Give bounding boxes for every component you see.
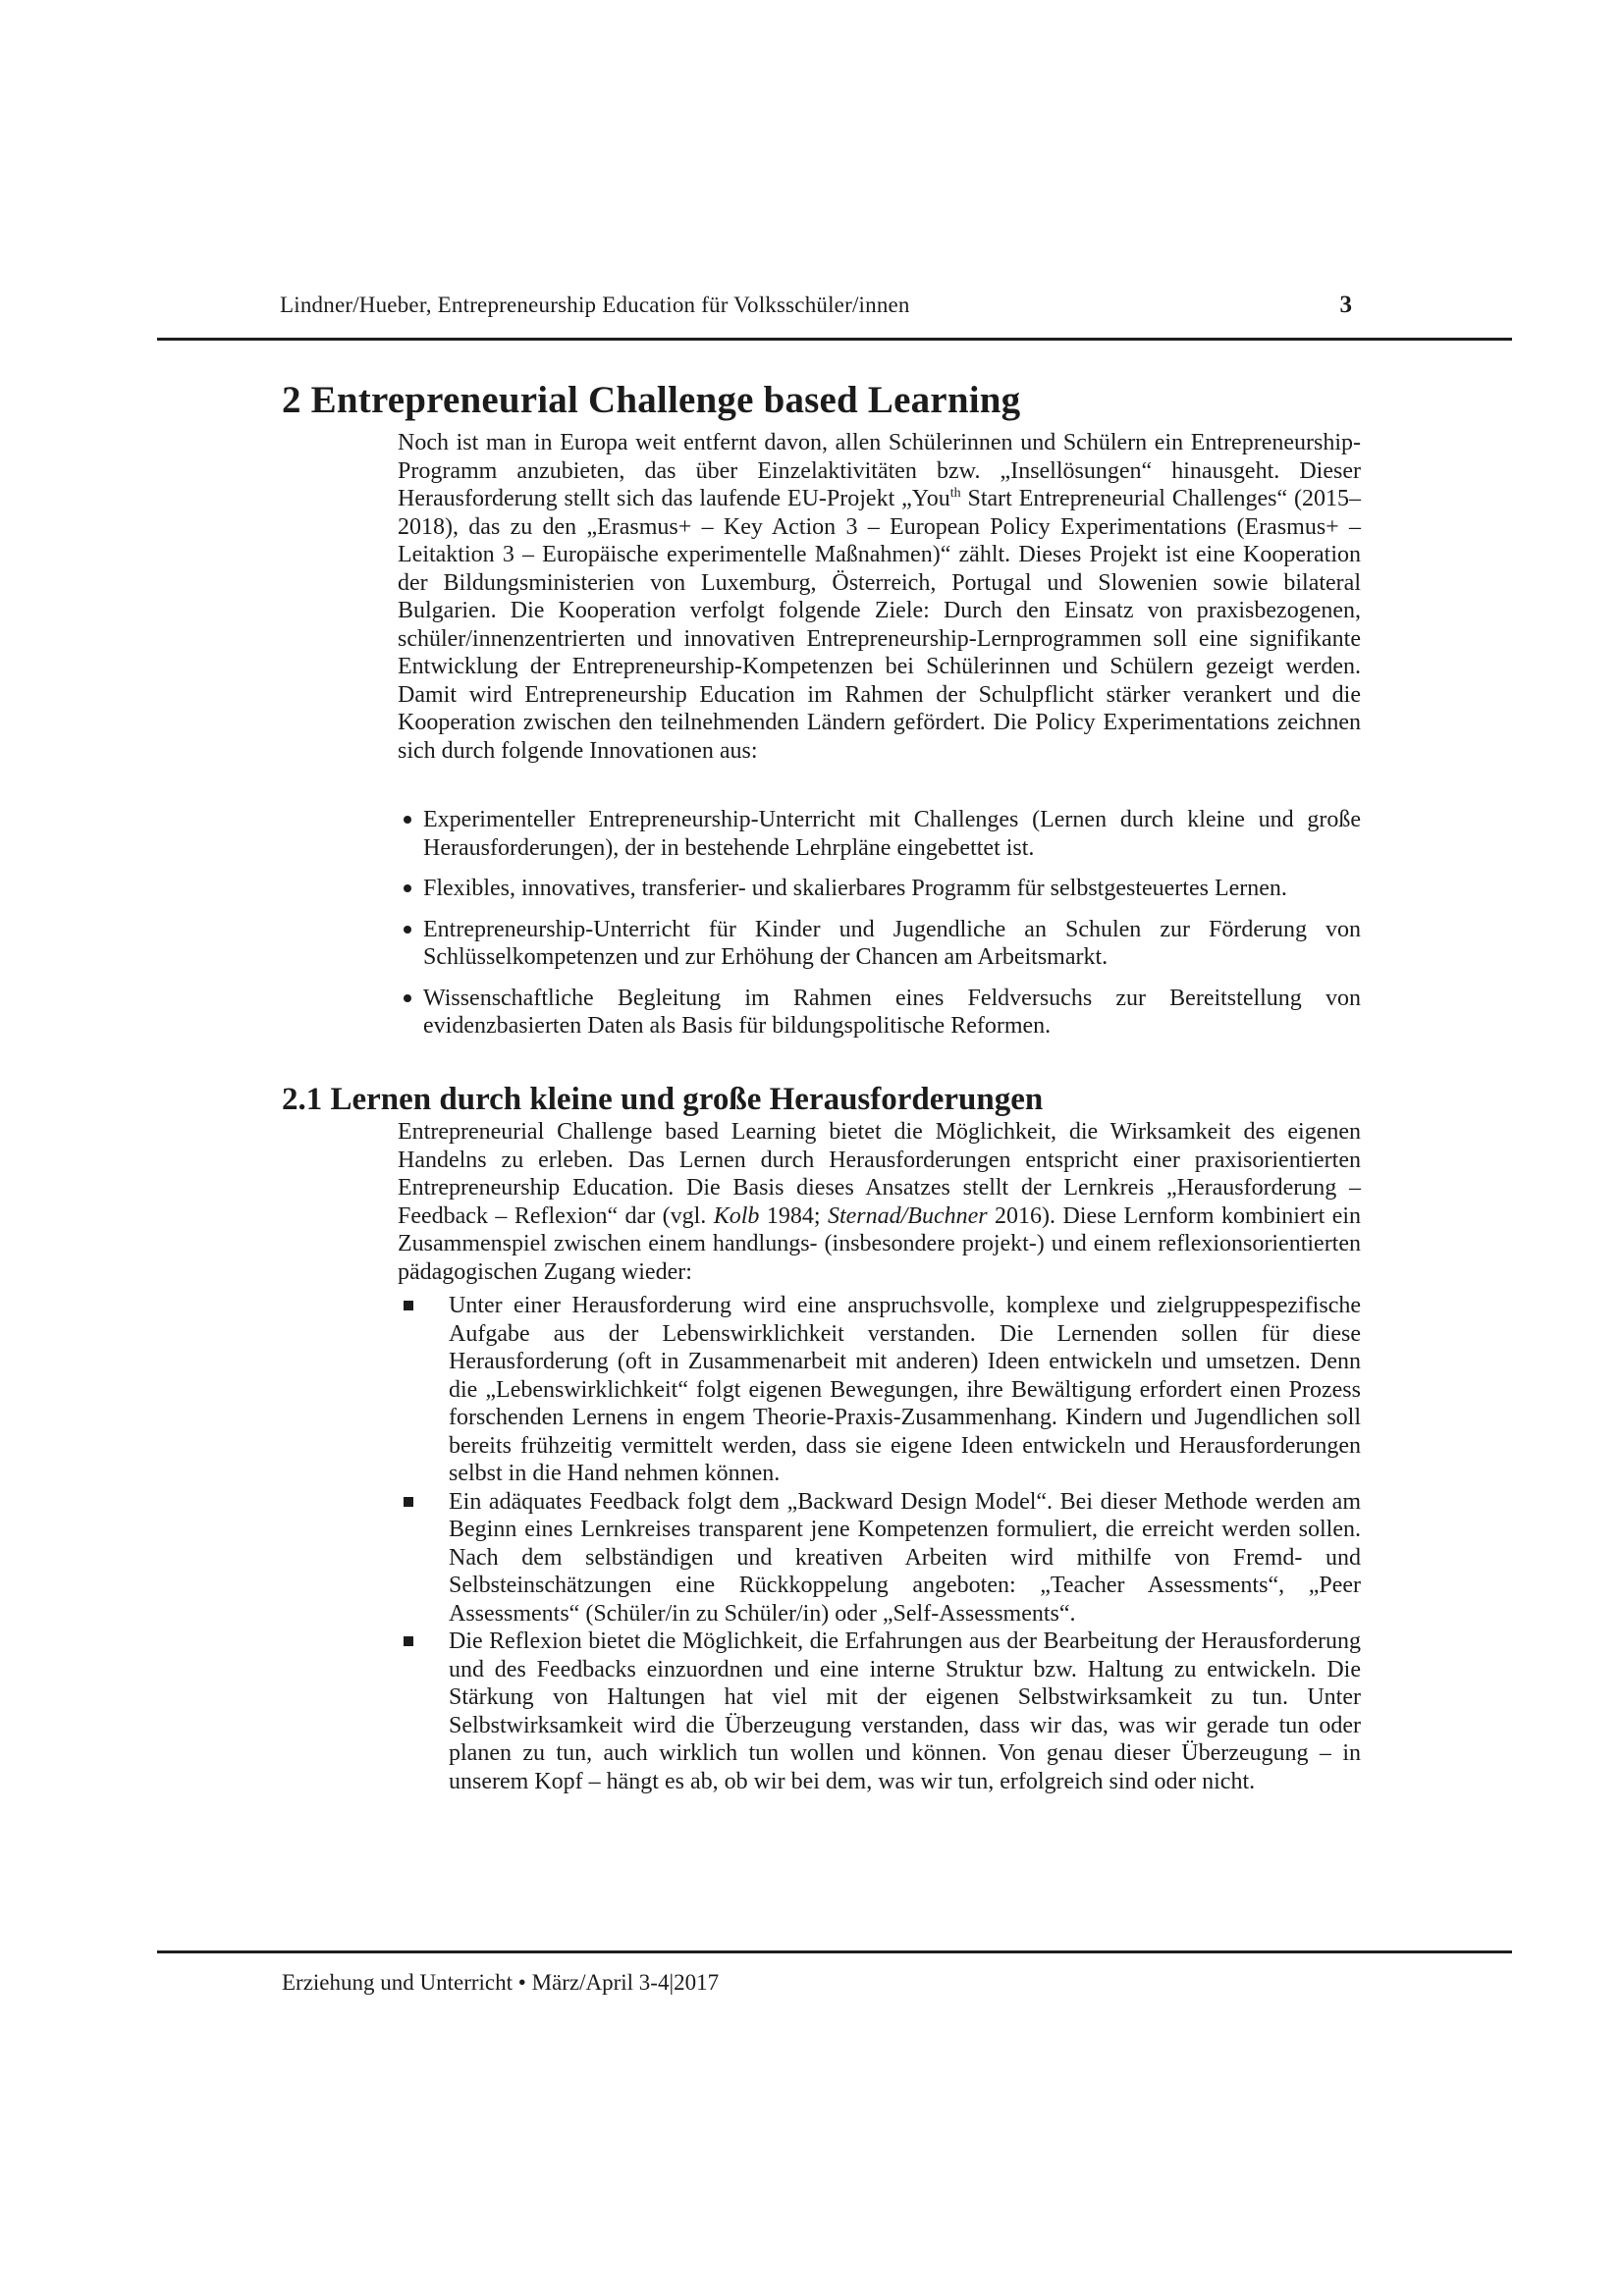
round-bullet-icon [398, 806, 423, 862]
list-item [398, 916, 1361, 972]
round-bullet-icon [398, 875, 423, 903]
list-item-text: Unter einer Herausforderung wird eine anspruchsvolle, komplexe und zielgruppespezifische Aufgabe aus der Lebenswirklichkeit verstanden. Die Lernenden sollen für diese Herausforderung (oft in Zusammenarbeit mit anderen) Ideen entwickeln und umsetzen. Denn die „Lebenswirklichkeit“ folgt eigenen Bewegungen, ihre Bewältigung erfordert einen Prozess forschenden Lernens in engem Theorie-Praxis-Zusammenhang. Kindern und Jugendlichen soll bereits frühzeitig vermittelt werden, dass sie eigene Ideen entwickeln und Herausforderungen selbst in die Hand nehmen können. [449, 1293, 1361, 1486]
list-item [398, 806, 1361, 862]
citation-kolb: Kolb [713, 1202, 760, 1229]
list-item [398, 875, 1361, 903]
header-rule [157, 338, 1512, 341]
list-item-text: Experimenteller Entrepreneurship-Unterricht mit Challenges (Lernen durch kleine und große Herausforderungen), der in bestehende Lehrpläne eingebettet ist. [423, 807, 1361, 861]
list-item [398, 985, 1361, 1041]
list-item-text: Entrepreneurship-Unterricht für Kinder und Jugendliche an Schulen zur Förderung von Schlüsselkompetenzen und zur Erhöhung der Chancen am Arbeitsmarkt. [423, 916, 1361, 970]
section-2-intro-paragraph [398, 429, 1361, 765]
round-bullet-icon [398, 985, 423, 1041]
list-item-text: Wissenschaftliche Begleitung im Rahmen eines Feldversuchs zur Bereitstellung von evidenzbasierten Daten als Basis für bildungspolitische Reformen. [423, 985, 1361, 1039]
paragraph-text: 2016). Diese Lernform kombiniert ein Zusammenspiel zwischen einem handlungs- (insbesondere projekt-) und einem reflexionsorientierten pädagogischen Zugang wieder: [398, 1202, 1362, 1285]
list-item [398, 1628, 1361, 1795]
footer-rule [157, 1950, 1512, 1953]
paragraph-text: 1984; [759, 1202, 828, 1229]
running-header [280, 292, 1352, 319]
intro-text-before-sup: Noch ist man in Europa weit entfernt davon, allen Schülerinnen und Schülern ein Entrepreneurship-Programm anzubieten, das über Einzelaktivitäten bzw. „Insellösungen“ hinausgeht. Dieser Herausforderung stellt sich das laufende EU-Projekt „You [398, 430, 1361, 511]
list-item [398, 1292, 1361, 1488]
paragraph-text: Entrepreneurial Challenge based Learning bietet die Möglichkeit, die Wirksamkeit des eigenen Handelns zu erleben. Das Lernen durch Herausforderungen entspricht einer praxisorientierten Entrepreneurship Education. Die Basis dieses Ansatzes stellt der Lernkreis „Herausforderung – Feedback – Reflexion“ dar (vgl. [398, 1119, 1361, 1229]
challenge-feedback-reflexion-list [398, 1292, 1361, 1795]
list-item-text: Die Reflexion bietet die Möglichkeit, die Erfahrungen aus der Bearbeitung der Herausforderung und des Feedbacks einzuordnen und eine interne Struktur bzw. Haltung zu entwickeln. Die Stärkung von Haltungen hat viel mit der eigenen Selbstwirksamkeit zu tun. Unter Selbstwirksamkeit wird die Überzeugung verstanden, dass wir das, was wir gerade tun oder planen zu tun, auch wirklich tun wollen und können. Von genau dieser Überzeugung – in unserem Kopf – hängt es ab, ob wir bei dem, was wir tun, erfolgreich sind oder nicht. [449, 1629, 1361, 1794]
intro-text-after-sup: Start Entrepreneurial Challenges“ (2015–2018), das zu den „Erasmus+ – Key Action 3 – European Policy Experimentations (Erasmus+ – Leitaktion 3 – Europäische experimentelle Maßnahmen)“ zählt. Dieses Projekt ist eine Kooperation der Bildungsministerien von Luxemburg, Österreich, Portugal und Slowenien sowie bilateral Bulgarien. Die Kooperation verfolgt folgende Ziele: Durch den Einsatz von praxisbezogenen, schüler/innenzentrierten und innovativen Entrepreneurship-Lernprogrammen soll eine signifikante Entwicklung der Entrepreneurship-Kompetenzen bei Schülerinnen und Schülern gezeigt werden. Damit wird Entrepreneurship Education im Rahmen der Schulpflicht stärker verankert und die Kooperation zwischen den teilnehmenden Ländern gefördert. Die Policy Experimentations zeichnen sich durch folgende Innovationen aus: [398, 486, 1361, 764]
square-bullet-icon [398, 1628, 449, 1795]
section-2-1-intro-paragraph [398, 1118, 1361, 1286]
section-2-1-heading: 2.1 Lernen durch kleine und große Herausforderungen [282, 1082, 1044, 1117]
section-2-heading: 2 Entrepreneurial Challenge based Learning [282, 379, 1021, 421]
journal-footer: Erziehung und Unterricht • März/April 3-4|2017 [282, 1970, 720, 1995]
square-bullet-icon [398, 1292, 449, 1488]
round-bullet-icon [398, 916, 423, 972]
list-item [398, 1488, 1361, 1629]
citation-sternad-buchner: Sternad/Buchner [827, 1202, 988, 1229]
page-number: 3 [1339, 292, 1352, 318]
list-item-text: Flexibles, innovatives, transferier- und skalierbares Programm für selbstgesteuertes Lernen. [423, 876, 1287, 901]
list-item-text: Ein adäquates Feedback folgt dem „Backward Design Model“. Bei dieser Methode werden am Beginn eines Lernkreises transparent jene Kompetenzen formuliert, die erreicht werden sollen. Nach dem selbständigen und kreativen Arbeiten wird mithilfe von Fremd- und Selbsteinschätzungen eine Rückkoppelung angeboten: „Teacher Assessments“, „Peer Assessments“ (Schüler/in zu Schüler/in) oder „Self-Assessments“. [449, 1488, 1361, 1627]
superscript-th: th [949, 486, 961, 501]
square-bullet-icon [398, 1488, 449, 1629]
innovation-bullet-list [398, 806, 1361, 1041]
running-title: Lindner/Hueber, Entrepreneurship Education für Volksschüler/innen [280, 293, 910, 317]
